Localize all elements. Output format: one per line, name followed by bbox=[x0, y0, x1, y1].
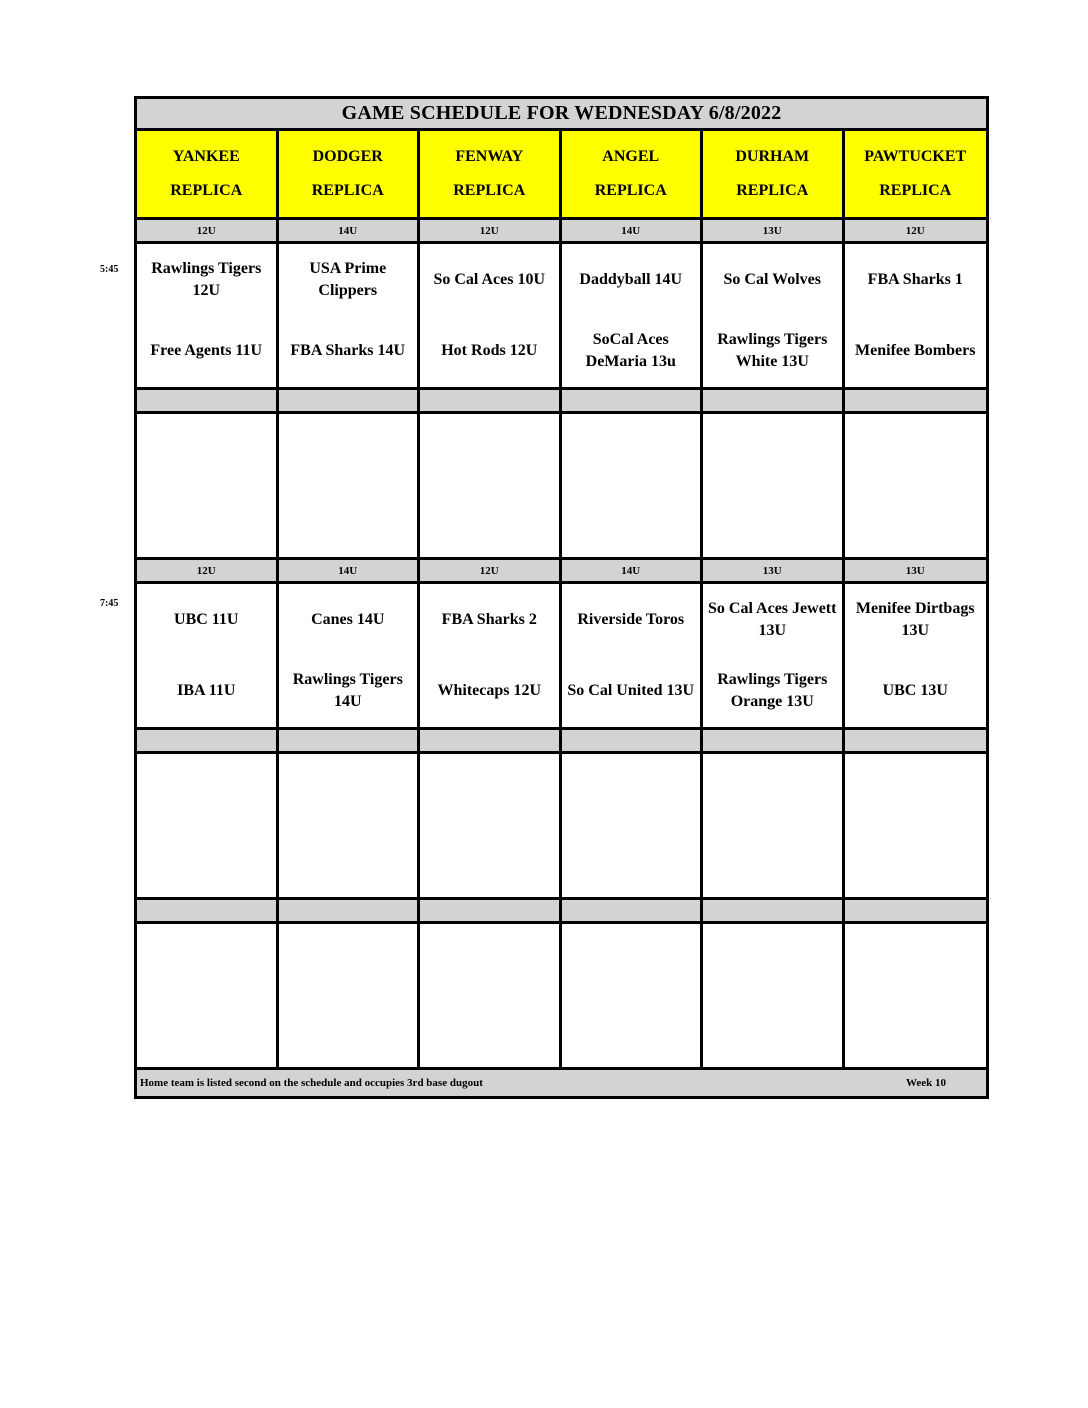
field-header-pawtucket bbox=[845, 131, 987, 217]
gap-cell bbox=[703, 390, 845, 411]
schedule-table bbox=[134, 96, 989, 1099]
away-team: Rawlings Tigers 12U bbox=[151, 259, 262, 299]
time-column bbox=[0, 0, 130, 1100]
home-team: Whitecaps 12U bbox=[437, 682, 542, 700]
game-cell bbox=[845, 244, 987, 387]
empty-cell bbox=[137, 924, 279, 1067]
gap-cell bbox=[279, 730, 421, 751]
empty-cell bbox=[137, 414, 279, 557]
empty-cell bbox=[562, 924, 704, 1067]
empty-cell bbox=[703, 924, 845, 1067]
field-type: REPLICA bbox=[453, 182, 526, 200]
field-type: REPLICA bbox=[170, 182, 243, 200]
field-name: DURHAM bbox=[735, 147, 810, 165]
age-row-slot-2 bbox=[137, 560, 986, 584]
gap-cell bbox=[137, 730, 279, 751]
away-team: FBA Sharks 2 bbox=[441, 610, 537, 628]
age-label: 12U bbox=[845, 220, 987, 241]
empty-cell bbox=[845, 414, 987, 557]
game-cell bbox=[703, 584, 845, 727]
field-header-dodger bbox=[279, 131, 421, 217]
age-label: 13U bbox=[703, 220, 845, 241]
age-label: 14U bbox=[279, 560, 421, 581]
field-header-durham bbox=[703, 131, 845, 217]
home-team: UBC 13U bbox=[882, 682, 948, 700]
age-label: 13U bbox=[845, 560, 987, 581]
empty-cell bbox=[845, 924, 987, 1067]
away-team: UBC 11U bbox=[174, 610, 239, 628]
home-team: Free Agents 11U bbox=[150, 342, 263, 360]
field-type: REPLICA bbox=[736, 182, 809, 200]
game-cell bbox=[420, 584, 562, 727]
gap-cell bbox=[562, 900, 704, 921]
gap-cell bbox=[420, 900, 562, 921]
game-cell bbox=[279, 244, 421, 387]
age-label: 14U bbox=[562, 560, 704, 581]
schedule-title: GAME SCHEDULE FOR WEDNESDAY 6/8/2022 bbox=[137, 99, 986, 131]
home-team: FBA Sharks 14U bbox=[290, 342, 406, 360]
age-label: 14U bbox=[279, 220, 421, 241]
game-cell bbox=[279, 584, 421, 727]
field-header-fenway bbox=[420, 131, 562, 217]
gap-cell bbox=[137, 390, 279, 411]
schedule-footer bbox=[137, 1070, 986, 1096]
age-label: 13U bbox=[703, 560, 845, 581]
field-name: YANKEE bbox=[172, 147, 240, 165]
age-row-slot-1 bbox=[137, 220, 986, 244]
field-type: REPLICA bbox=[311, 182, 384, 200]
game-cell bbox=[845, 584, 987, 727]
gap-cell bbox=[420, 390, 562, 411]
empty-game-row bbox=[137, 414, 986, 560]
game-cell bbox=[420, 244, 562, 387]
away-team: FBA Sharks 1 bbox=[867, 270, 963, 288]
empty-cell bbox=[845, 754, 987, 897]
home-team-note: Home team is listed second on the schedule and occupies 3rd base dugout bbox=[140, 1077, 483, 1089]
week-label: Week 10 bbox=[905, 1077, 946, 1089]
field-name: ANGEL bbox=[602, 147, 660, 165]
empty-cell bbox=[562, 754, 704, 897]
field-name: PAWTUCKET bbox=[864, 147, 967, 165]
gap-cell bbox=[845, 900, 987, 921]
field-header-row bbox=[137, 131, 986, 220]
age-label: 12U bbox=[420, 560, 562, 581]
gap-row bbox=[137, 900, 986, 924]
gap-cell bbox=[420, 730, 562, 751]
game-cell bbox=[703, 244, 845, 387]
game-cell bbox=[137, 244, 279, 387]
gap-cell bbox=[703, 900, 845, 921]
home-team: Rawlings Tigers White 13U bbox=[717, 331, 828, 371]
home-team: Rawlings Tigers 14U bbox=[292, 671, 403, 711]
gap-row bbox=[137, 730, 986, 754]
field-header-yankee bbox=[137, 131, 279, 217]
gap-cell bbox=[845, 390, 987, 411]
field-header-angel bbox=[562, 131, 704, 217]
empty-cell bbox=[420, 754, 562, 897]
empty-cell bbox=[420, 924, 562, 1067]
game-row-slot-1 bbox=[137, 244, 986, 390]
away-team: So Cal Aces 10U bbox=[433, 270, 546, 288]
gap-cell bbox=[562, 730, 704, 751]
age-label: 12U bbox=[420, 220, 562, 241]
age-label: 12U bbox=[137, 220, 279, 241]
home-team: Hot Rods 12U bbox=[441, 342, 538, 360]
empty-cell bbox=[703, 414, 845, 557]
empty-cell bbox=[420, 414, 562, 557]
age-label: 12U bbox=[137, 560, 279, 581]
gap-cell bbox=[279, 900, 421, 921]
time-label-slot-2: 7:45 bbox=[100, 598, 119, 609]
empty-cell bbox=[137, 754, 279, 897]
field-name: FENWAY bbox=[455, 147, 524, 165]
empty-game-row bbox=[137, 924, 986, 1070]
home-team: Menifee Bombers bbox=[855, 342, 976, 360]
gap-cell bbox=[562, 390, 704, 411]
away-team: Daddyball 14U bbox=[579, 270, 683, 288]
home-team: IBA 11U bbox=[177, 682, 236, 700]
away-team: Riverside Toros bbox=[577, 610, 685, 628]
empty-game-row bbox=[137, 754, 986, 900]
away-team: Canes 14U bbox=[311, 610, 385, 628]
game-row-slot-2 bbox=[137, 584, 986, 730]
gap-cell bbox=[845, 730, 987, 751]
game-cell bbox=[562, 244, 704, 387]
gap-cell bbox=[137, 900, 279, 921]
field-name: DODGER bbox=[312, 147, 383, 165]
away-team: So Cal Aces Jewett 13U bbox=[708, 599, 837, 639]
empty-cell bbox=[703, 754, 845, 897]
gap-row bbox=[137, 390, 986, 414]
field-type: REPLICA bbox=[594, 182, 667, 200]
home-team: SoCal Aces DeMaria 13u bbox=[585, 331, 676, 371]
home-team: So Cal United 13U bbox=[567, 682, 695, 700]
game-cell bbox=[137, 584, 279, 727]
away-team: So Cal Wolves bbox=[723, 270, 821, 288]
gap-cell bbox=[703, 730, 845, 751]
age-label: 14U bbox=[562, 220, 704, 241]
away-team: USA Prime Clippers bbox=[309, 259, 387, 299]
time-label-slot-1: 5:45 bbox=[100, 264, 119, 275]
field-type: REPLICA bbox=[879, 182, 952, 200]
home-team: Rawlings Tigers Orange 13U bbox=[717, 671, 828, 711]
empty-cell bbox=[279, 924, 421, 1067]
empty-cell bbox=[279, 414, 421, 557]
game-cell bbox=[562, 584, 704, 727]
away-team: Menifee Dirtbags 13U bbox=[855, 599, 975, 639]
gap-cell bbox=[279, 390, 421, 411]
empty-cell bbox=[279, 754, 421, 897]
empty-cell bbox=[562, 414, 704, 557]
